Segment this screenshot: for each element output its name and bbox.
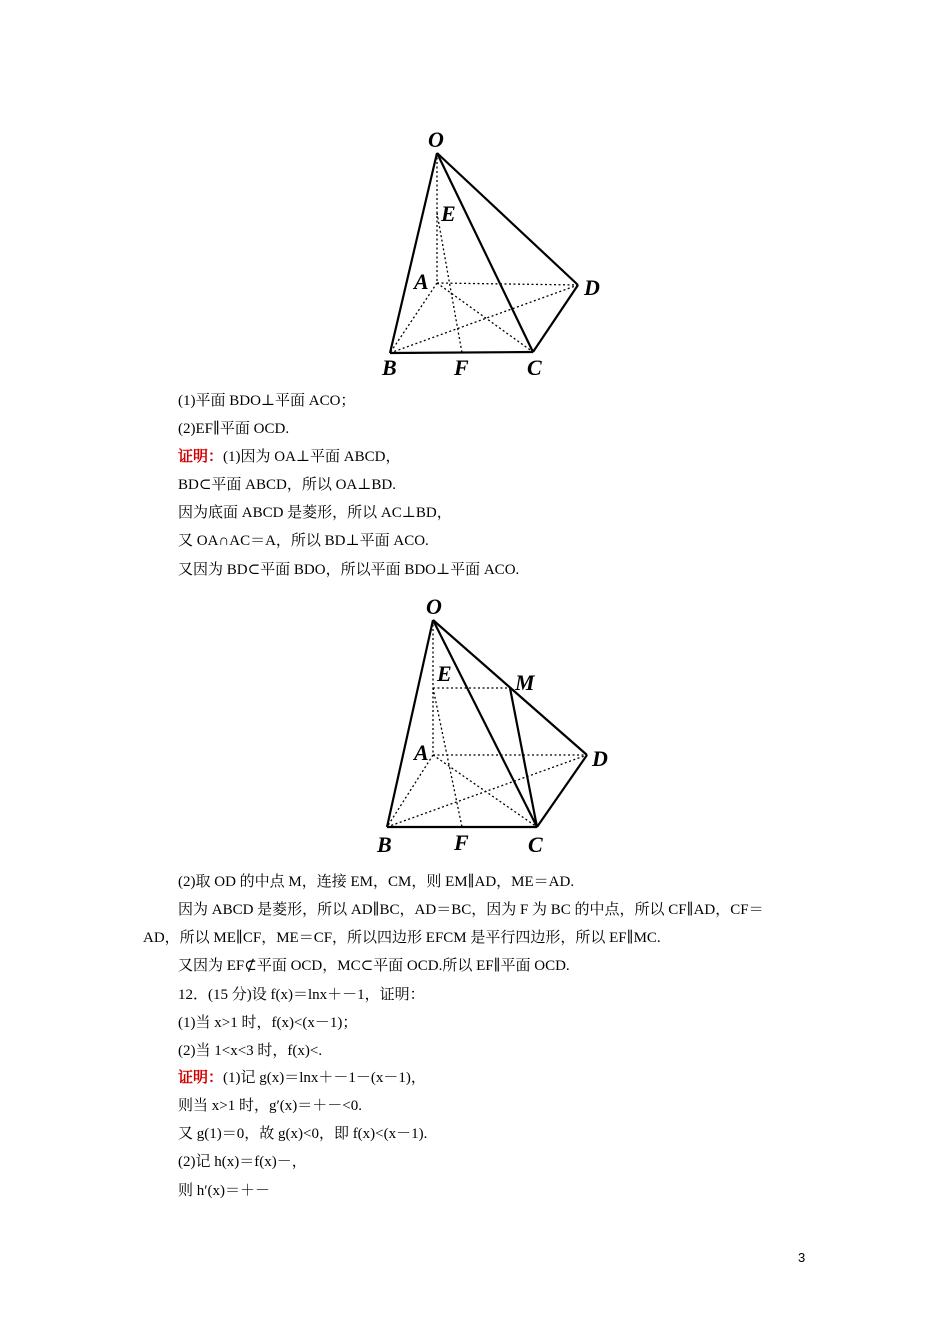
label-C: C <box>527 355 542 380</box>
label-A: A <box>414 740 429 765</box>
diag-AC <box>433 755 537 827</box>
page-number: 3 <box>798 1250 806 1265</box>
label-O: O <box>428 127 444 152</box>
edge-OB <box>387 620 433 827</box>
proof-1-text: (1)因为 OA⊥平面 ABCD， <box>223 449 401 465</box>
proof-12-line-2: 则当 x>1 时，g′(x)＝＋－<0. <box>178 1098 362 1114</box>
question-12-stem: 12．(15 分)设 f(x)＝lnx＋－1，证明： <box>178 987 425 1003</box>
pyramid-diagram-1 <box>370 125 620 385</box>
pyramid-figure-1 <box>370 125 620 385</box>
diag-BD <box>390 285 578 353</box>
label-B: B <box>377 832 392 857</box>
proof-2-line-1: (2)取 OD 的中点 M，连接 EM，CM，则 EM∥AD，ME＝AD. <box>178 874 575 890</box>
edge-OB <box>390 153 437 353</box>
label-C: C <box>528 832 543 857</box>
proof-12-line-5: 则 h′(x)＝＋－ <box>178 1183 271 1199</box>
proof-label: 证明： <box>178 449 224 465</box>
proof-1-line-3: 因为底面 ABCD 是菱形，所以 AC⊥BD， <box>178 505 452 521</box>
edge-OC <box>433 620 537 827</box>
edge-AD <box>437 283 578 285</box>
label-M: M <box>515 670 535 695</box>
proof-1-line-5: 又因为 BD⊂平面 BDO，所以平面 BDO⊥平面 ACO. <box>178 562 520 578</box>
proof-12-line-4: (2)记 h(x)＝f(x)－， <box>178 1154 307 1170</box>
proof-label: 证明： <box>178 1070 224 1086</box>
pyramid-diagram-2 <box>370 592 620 862</box>
edge-CD <box>533 285 578 352</box>
label-B: B <box>382 355 397 380</box>
proof-1-line-2: BD⊂平面 ABCD，所以 OA⊥BD. <box>178 477 396 493</box>
edge-CD <box>537 755 587 827</box>
label-D: D <box>592 746 608 771</box>
label-F: F <box>454 355 469 380</box>
proof-2-line-3: AD，所以 ME∥CF，ME＝CF，所以四边形 EFCM 是平行四边形，所以 EF∥MC. <box>143 930 661 946</box>
label-E: E <box>441 201 456 226</box>
question-12-part-2: (2)当 1<x<3 时，f(x)<. <box>178 1043 323 1059</box>
proof-1-line-4: 又 OA∩AC＝A，所以 BD⊥平面 ACO. <box>178 533 429 549</box>
proof-12-line-1 <box>178 1068 426 1088</box>
proof-12-line-3: 又 g(1)＝0，故 g(x)<0，即 f(x)<(x－1). <box>178 1126 428 1142</box>
proof-1-line-1 <box>178 447 400 467</box>
proof-2-line-4: 又因为 EF⊄平面 OCD，MC⊂平面 OCD.所以 EF∥平面 OCD. <box>178 958 570 974</box>
label-D: D <box>584 275 600 300</box>
question-part-2: (2)EF∥平面 OCD. <box>178 421 290 437</box>
label-A: A <box>414 269 429 294</box>
label-E: E <box>437 661 452 686</box>
question-part-1: (1)平面 BDO⊥平面 ACO； <box>178 393 356 409</box>
label-F: F <box>454 830 469 855</box>
pyramid-figure-2 <box>370 592 620 862</box>
edge-OD <box>437 153 578 285</box>
proof-12-text: (1)记 g(x)＝lnx＋－1－(x－1)， <box>223 1070 426 1086</box>
label-O: O <box>426 594 442 619</box>
diag-BD <box>387 755 587 827</box>
question-12-part-1: (1)当 x>1 时，f(x)<(x－1)； <box>178 1015 358 1031</box>
proof-2-line-2: 因为 ABCD 是菱形，所以 AD∥BC，AD＝BC，因为 F 为 BC 的中点，所以 CF∥AD，CF＝ <box>178 902 764 918</box>
edge-OC <box>437 153 533 352</box>
